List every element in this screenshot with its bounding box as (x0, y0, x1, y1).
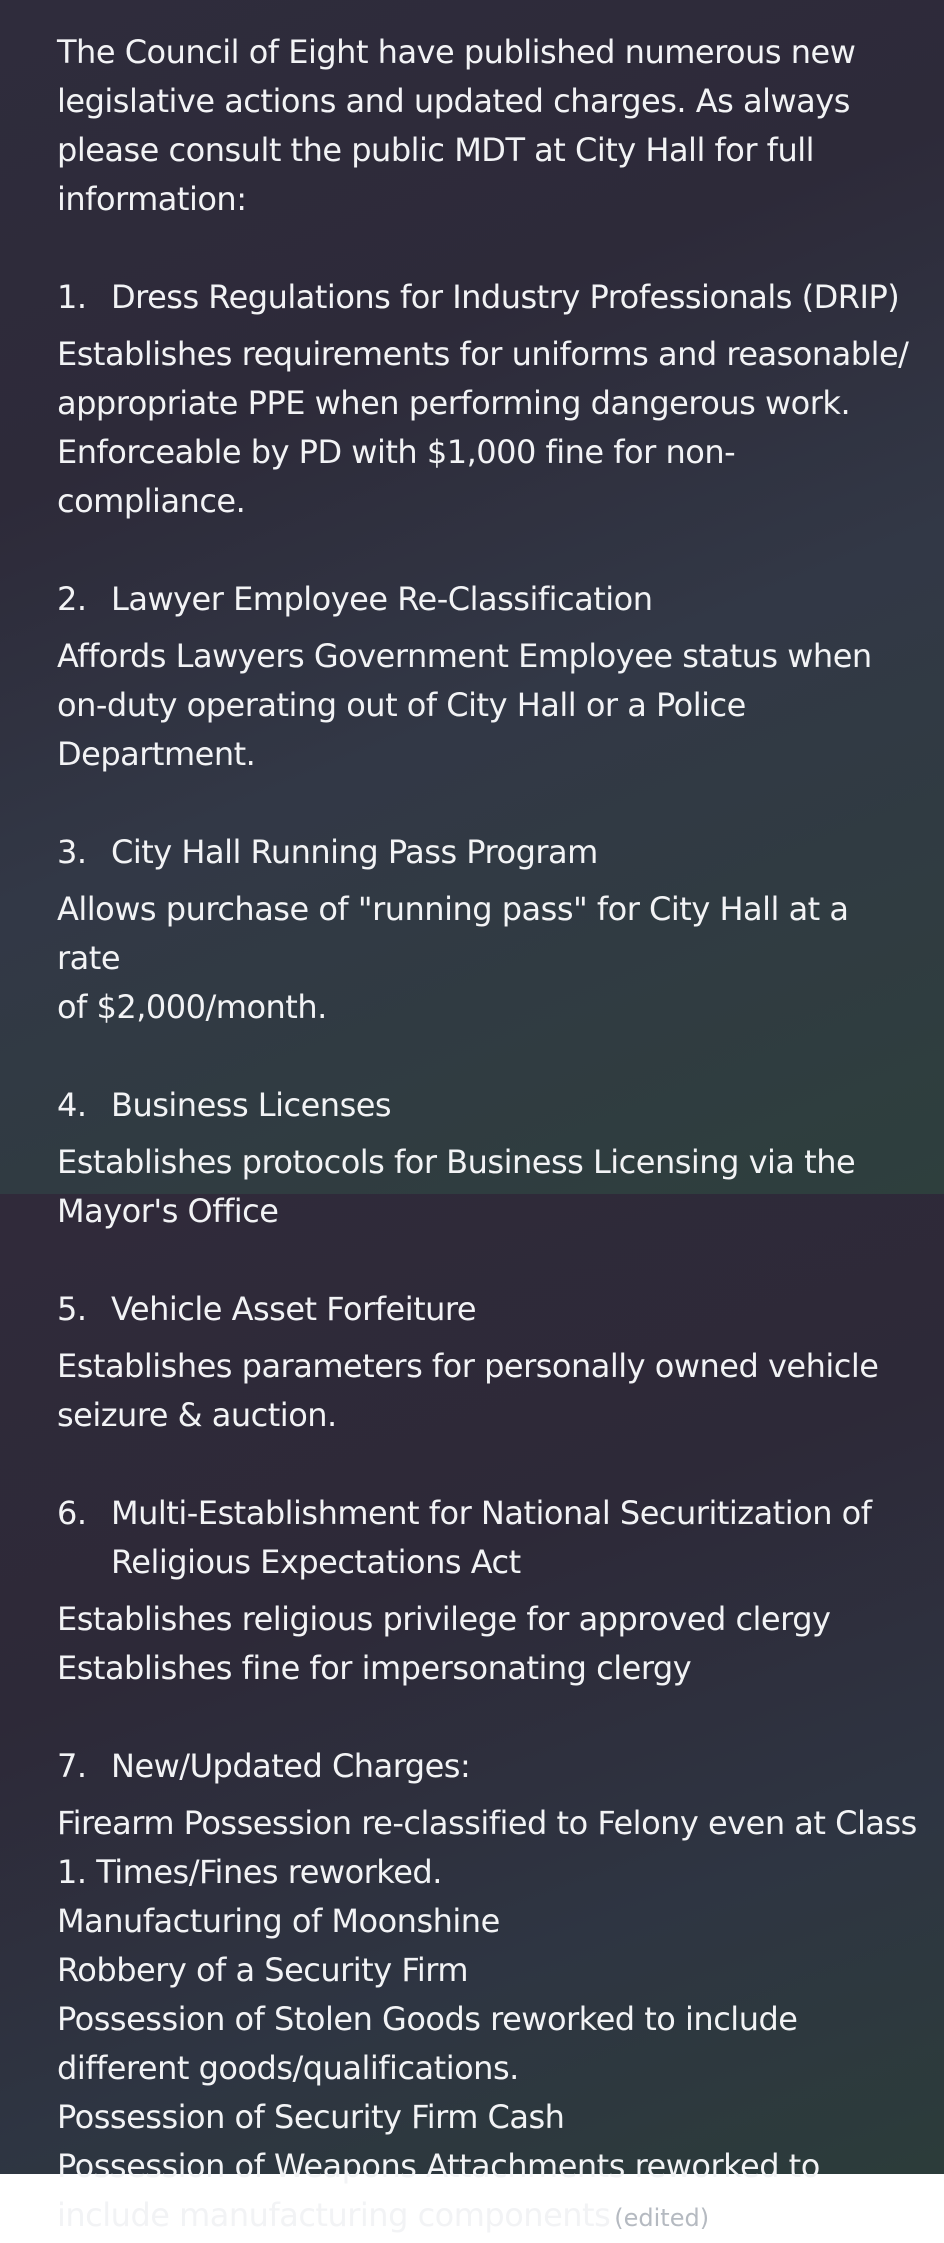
item-body-line: Firearm Possession re-classified to Felony even at Class (57, 1804, 917, 1842)
item-title: New/Updated Charges: (111, 1747, 471, 1785)
item-body-line: include manufacturing components (57, 2196, 611, 2234)
intro-line: The Council of Eight have published numerous new (57, 33, 856, 71)
item-body-line: Affords Lawyers Government Employee status when (57, 637, 872, 675)
item-body-line: Allows purchase of "running pass" for City Hall at a rate (57, 890, 849, 977)
edited-label: (edited) (614, 2204, 710, 2232)
item-body-last-line (57, 2191, 917, 2243)
item-body-line: Establishes protocols for Business Licensing via the (57, 1143, 856, 1181)
item-body-line: Establishes parameters for personally owned vehicle (57, 1347, 879, 1385)
item-body-line: different goods/qualifications. (57, 2049, 519, 2087)
item-body-line: on-duty operating out of City Hall or a Police (57, 686, 746, 724)
item-heading (57, 1285, 917, 1334)
item-title: Dress Regulations for Industry Professionals (DRIP) (111, 278, 900, 316)
list-item (57, 1489, 917, 1693)
item-heading (57, 575, 917, 624)
item-body-line: Establishes requirements for uniforms and reasonable/ (57, 335, 909, 373)
item-body-line: Possession of Stolen Goods reworked to include (57, 2000, 798, 2038)
item-body-line: appropriate PPE when performing dangerous work. (57, 384, 851, 422)
item-number: 2. (57, 580, 87, 618)
intro-line: information: (57, 180, 247, 218)
item-title: Vehicle Asset Forfeiture (111, 1290, 477, 1328)
item-body-line: Possession of Security Firm Cash (57, 2098, 565, 2136)
item-title: Business Licenses (111, 1086, 392, 1124)
list-item (57, 1742, 917, 2243)
item-body-line: of $2,000/month. (57, 988, 327, 1026)
list-item (57, 273, 917, 526)
intro-line: please consult the public MDT at City Hall for full (57, 131, 814, 169)
item-number: 4. (57, 1086, 87, 1124)
item-number: 7. (57, 1747, 87, 1785)
item-body-line: Establishes religious privilege for approved clergy (57, 1600, 831, 1638)
item-heading (57, 828, 917, 877)
item-body-line: Robbery of a Security Firm (57, 1951, 469, 1989)
item-body-line: Mayor's Office (57, 1192, 279, 1230)
item-body-line: Manufacturing of Moonshine (57, 1902, 500, 1940)
message-content (57, 28, 917, 2243)
item-title: City Hall Running Pass Program (111, 833, 598, 871)
item-number: 3. (57, 833, 87, 871)
item-heading (57, 1742, 917, 1791)
item-number: 1. (57, 278, 87, 316)
item-body-line: Department. (57, 735, 256, 773)
list-item (57, 575, 917, 779)
intro-paragraph (57, 28, 917, 224)
item-heading (57, 273, 917, 322)
item-body-line: Enforceable by PD with $1,000 fine for non-compliance. (57, 433, 736, 520)
list-item (57, 1285, 917, 1440)
item-number: 6. (57, 1494, 87, 1532)
intro-line: legislative actions and updated charges. As always (57, 82, 850, 120)
item-heading (57, 1081, 917, 1130)
item-title: Lawyer Employee Re-Classification (111, 580, 653, 618)
item-heading (57, 1489, 917, 1587)
item-title: Multi-Establishment for National Securitization of Religious Expectations Act (111, 1494, 872, 1581)
list-item (57, 1081, 917, 1236)
list-item (57, 828, 917, 1032)
item-body-line: Possession of Weapons Attachments reworked to (57, 2147, 820, 2185)
item-body-line: Establishes fine for impersonating clergy (57, 1649, 692, 1687)
item-body-line: 1. Times/Fines reworked. (57, 1853, 442, 1891)
item-number: 5. (57, 1290, 87, 1328)
item-body-line: seizure & auction. (57, 1396, 337, 1434)
